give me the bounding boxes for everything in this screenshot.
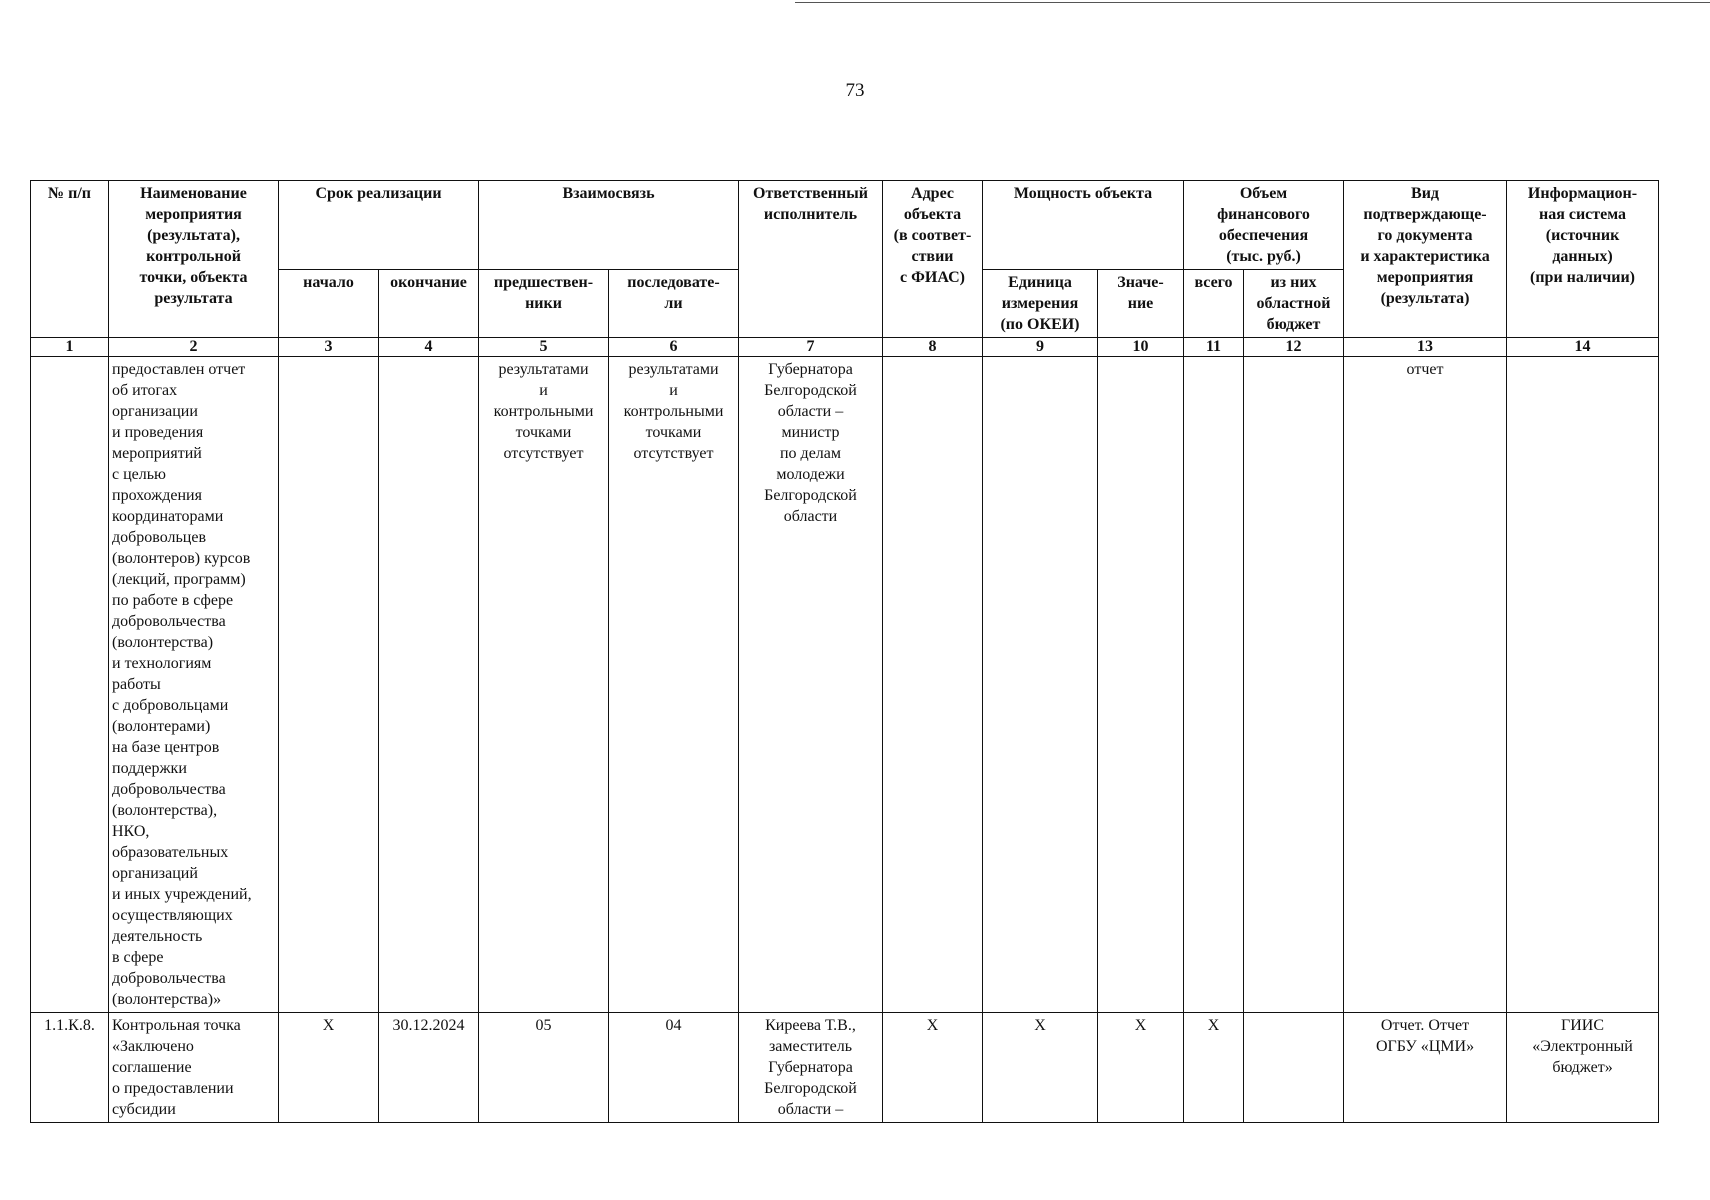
cell-regional: [1244, 1013, 1344, 1123]
column-number: 4: [379, 338, 479, 357]
cell-document: отчет: [1344, 357, 1507, 1013]
cell-value: X: [1098, 1013, 1184, 1123]
table-row: [31, 357, 1659, 1013]
cell-responsible: Губернатора Белгородской области – министр по делам молодежи Белгородской области: [739, 357, 883, 1013]
header-capacity-value: Значе- ние: [1098, 270, 1184, 338]
header-term: Срок реализации: [279, 181, 479, 270]
header-num: № п/п: [31, 181, 109, 338]
column-number: 3: [279, 338, 379, 357]
cell-name: Контрольная точка «Заключено соглашение о предоставлении субсидии: [109, 1013, 279, 1123]
column-number-row: [31, 338, 1659, 357]
cell-total: [1184, 357, 1244, 1013]
cell-start: X: [279, 1013, 379, 1123]
cell-document: Отчет. Отчет ОГБУ «ЦМИ»: [1344, 1013, 1507, 1123]
cell-end: [379, 357, 479, 1013]
header-finance-regional: из них областной бюджет: [1244, 270, 1344, 338]
header-responsible: Ответственный исполнитель: [739, 181, 883, 338]
header-relation: Взаимосвязь: [479, 181, 739, 270]
cell-num: 1.1.К.8.: [31, 1013, 109, 1123]
column-number: 2: [109, 338, 279, 357]
cell-prev: 05: [479, 1013, 609, 1123]
cell-start: [279, 357, 379, 1013]
cell-next: результатами и контрольными точками отсутствует: [609, 357, 739, 1013]
header-finance-total: всего: [1184, 270, 1244, 338]
header-finance: Объем финансового обеспечения (тыс. руб.): [1184, 181, 1344, 270]
cell-next: 04: [609, 1013, 739, 1123]
header-term-end: окончание: [379, 270, 479, 338]
header-name: Наименование мероприятия (результата), контрольной точки, объекта результата: [109, 181, 279, 338]
cell-unit: X: [983, 1013, 1098, 1123]
header-address: Адрес объекта (в соответ- ствии с ФИАС): [883, 181, 983, 338]
cell-address: [883, 357, 983, 1013]
cell-info: ГИИС «Электронный бюджет»: [1507, 1013, 1659, 1123]
cell-regional: [1244, 357, 1344, 1013]
header-capacity: Мощность объекта: [983, 181, 1184, 270]
column-number: 9: [983, 338, 1098, 357]
cell-value: [1098, 357, 1184, 1013]
cell-name: предоставлен отчет об итогах организации и проведения мероприятий с целью прохождения координаторами добровольцев (волонтеров) курсов (лекций, программ) по работе в сфере добровольчества (волонтерства) и технологиям работы с добровольцами (волонтерами) на базе центров поддержки добровольчества (волонтерства), НКО, образовательных организаций и иных учреждений, осуществляющих деятельность в сфере добровольчества (волонтерства)»: [109, 357, 279, 1013]
header-row-1: [31, 181, 1659, 270]
column-number: 11: [1184, 338, 1244, 357]
cell-total: X: [1184, 1013, 1244, 1123]
column-number: 7: [739, 338, 883, 357]
plan-table: [30, 180, 1659, 1123]
page-number: 73: [845, 80, 865, 101]
cell-responsible: Киреева Т.В., заместитель Губернатора Белгородской области –: [739, 1013, 883, 1123]
column-number: 8: [883, 338, 983, 357]
cell-address: X: [883, 1013, 983, 1123]
cell-prev: результатами и контрольными точками отсутствует: [479, 357, 609, 1013]
column-number: 6: [609, 338, 739, 357]
header-document: Вид подтверждающе- го документа и характеристика мероприятия (результата): [1344, 181, 1507, 338]
column-number: 10: [1098, 338, 1184, 357]
cell-info: [1507, 357, 1659, 1013]
table-row: [31, 1013, 1659, 1123]
cell-end: 30.12.2024: [379, 1013, 479, 1123]
header-relation-next: последовате- ли: [609, 270, 739, 338]
column-number: 13: [1344, 338, 1507, 357]
header-capacity-unit: Единица измерения (по ОКЕИ): [983, 270, 1098, 338]
header-term-start: начало: [279, 270, 379, 338]
column-number: 5: [479, 338, 609, 357]
column-number: 14: [1507, 338, 1659, 357]
header-info-system: Информацион- ная система (источник данных) (при наличии): [1507, 181, 1659, 338]
cell-num: [31, 357, 109, 1013]
column-number: 1: [31, 338, 109, 357]
scan-edge-line: [795, 2, 1710, 3]
header-relation-prev: предшествен- ники: [479, 270, 609, 338]
cell-unit: [983, 357, 1098, 1013]
column-number: 12: [1244, 338, 1344, 357]
